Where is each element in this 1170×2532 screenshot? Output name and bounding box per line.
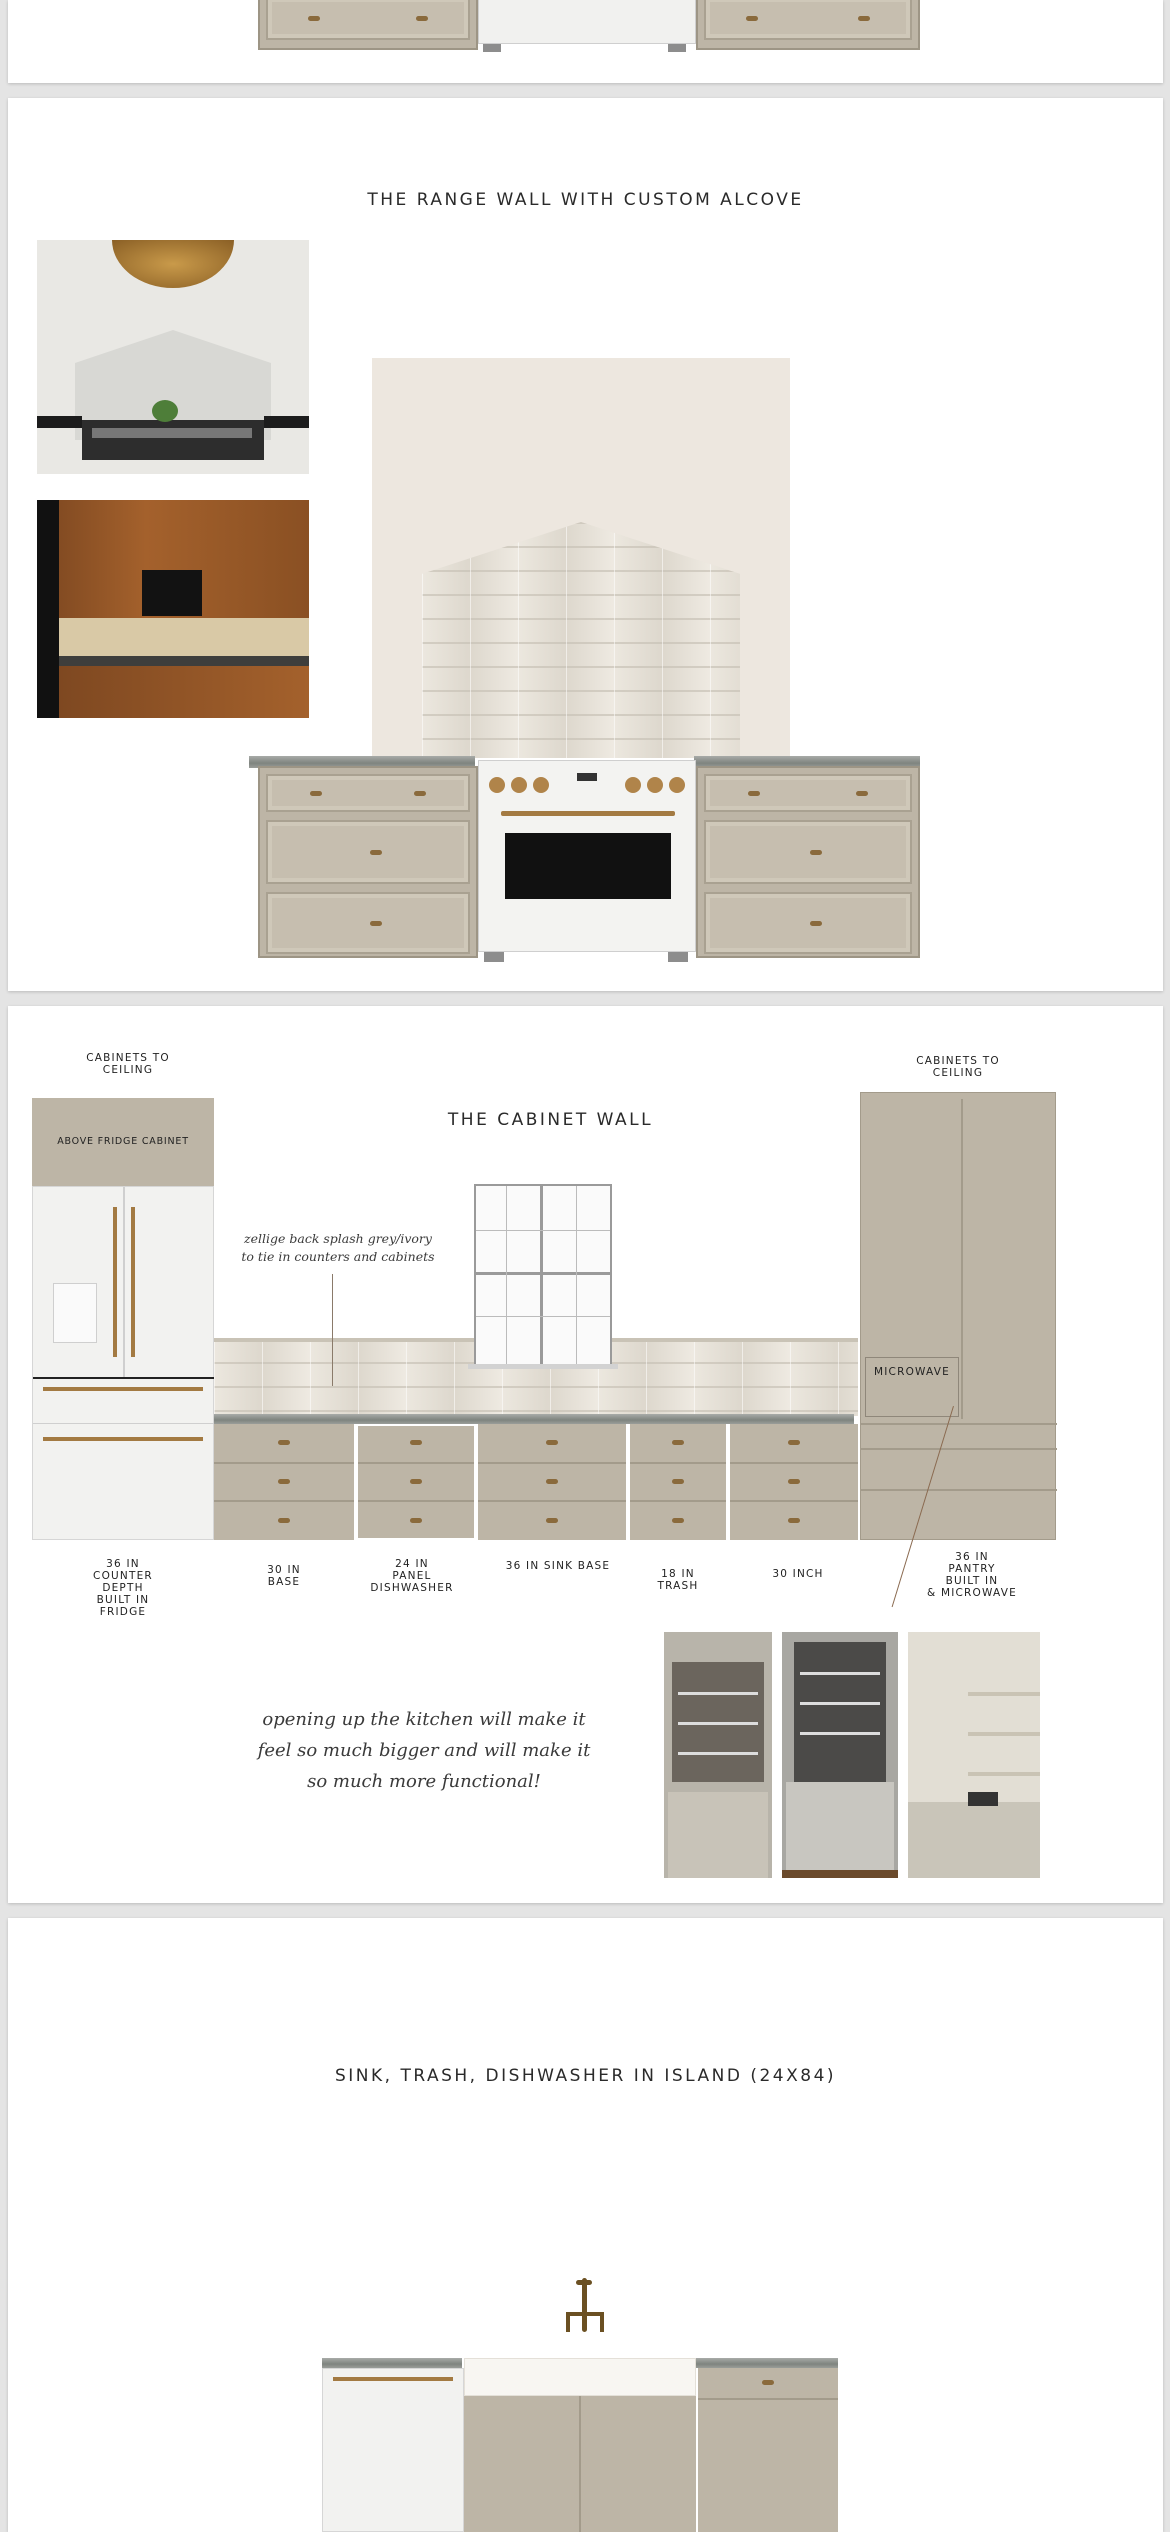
- inspiration-photo-alcove: [37, 240, 309, 474]
- label-cabinets-to-ceiling-left: CABINETS TO CEILING: [86, 1052, 170, 1076]
- lower-cabinet-right: [696, 0, 920, 50]
- trash-cabinet: [628, 1424, 728, 1540]
- sink-base: [478, 1424, 626, 1540]
- fridge: [32, 1186, 214, 1540]
- inspiration-photo-pantry-1: [664, 1632, 772, 1878]
- label-trash: 18 IN TRASH: [657, 1568, 699, 1592]
- label-sink-base: 36 IN SINK BASE: [505, 1560, 611, 1572]
- microwave: [865, 1357, 959, 1417]
- label-pantry: 36 IN PANTRY BUILT IN & MICROWAVE: [927, 1551, 1017, 1599]
- pantry-cabinet: [860, 1092, 1056, 1540]
- island-trash: [696, 2368, 838, 2532]
- island-counter-right: [696, 2358, 838, 2368]
- label-30-inch: 30 INCH: [772, 1568, 824, 1580]
- inspiration-photo-pantry-3: [908, 1632, 1040, 1878]
- design-quote: opening up the kitchen will make it feel so much bigger and will make it so much more functional!: [257, 1709, 591, 1792]
- label-fridge: 36 IN COUNTER DEPTH BUILT IN FRIDGE: [93, 1558, 153, 1618]
- page-island: [8, 1918, 1163, 2532]
- base-cabinet-left: [258, 766, 478, 958]
- microwave-label: MICROWAVE: [874, 1366, 950, 1378]
- dishwasher-panel: [356, 1424, 476, 1540]
- island-dishwasher: [322, 2368, 464, 2532]
- zellige-note: zellige back splash grey/ivory to tie in counters and cabinets: [241, 1231, 435, 1264]
- faucet: [572, 2278, 598, 2338]
- island-sink-base: [464, 2396, 696, 2532]
- inspiration-photo-pantry-2: [782, 1632, 898, 1878]
- island-sink-apron: [464, 2358, 696, 2396]
- island-counter-left: [322, 2358, 462, 2368]
- page-range-wall: [8, 98, 1163, 991]
- range-oven: [478, 760, 696, 952]
- label-dishwasher: 24 IN PANEL DISHWASHER: [370, 1558, 454, 1594]
- window: [474, 1184, 612, 1366]
- above-fridge-cabinet: [32, 1098, 214, 1186]
- page-title: THE RANGE WALL WITH CUSTOM ALCOVE: [367, 190, 804, 210]
- page-range-bottom: [8, 0, 1163, 83]
- base-cabinet-right: [696, 766, 920, 958]
- page-title: THE CABINET WALL: [447, 1110, 654, 1130]
- base-30-inch: [730, 1424, 858, 1540]
- page-cabinet-wall: [8, 1006, 1163, 1903]
- base-30: [214, 1424, 354, 1540]
- label-cabinets-to-ceiling-right: CABINETS TO CEILING: [916, 1055, 1000, 1079]
- lower-cabinet-left: [258, 0, 478, 50]
- range-bottom: [478, 0, 696, 44]
- page-title: SINK, TRASH, DISHWASHER IN ISLAND (24X84): [334, 2066, 837, 2086]
- counter: [214, 1414, 854, 1424]
- label-30-base: 30 IN BASE: [267, 1564, 301, 1588]
- above-fridge-label: ABOVE FRIDGE CABINET: [57, 1136, 189, 1147]
- inspiration-photo-existing: [37, 500, 309, 718]
